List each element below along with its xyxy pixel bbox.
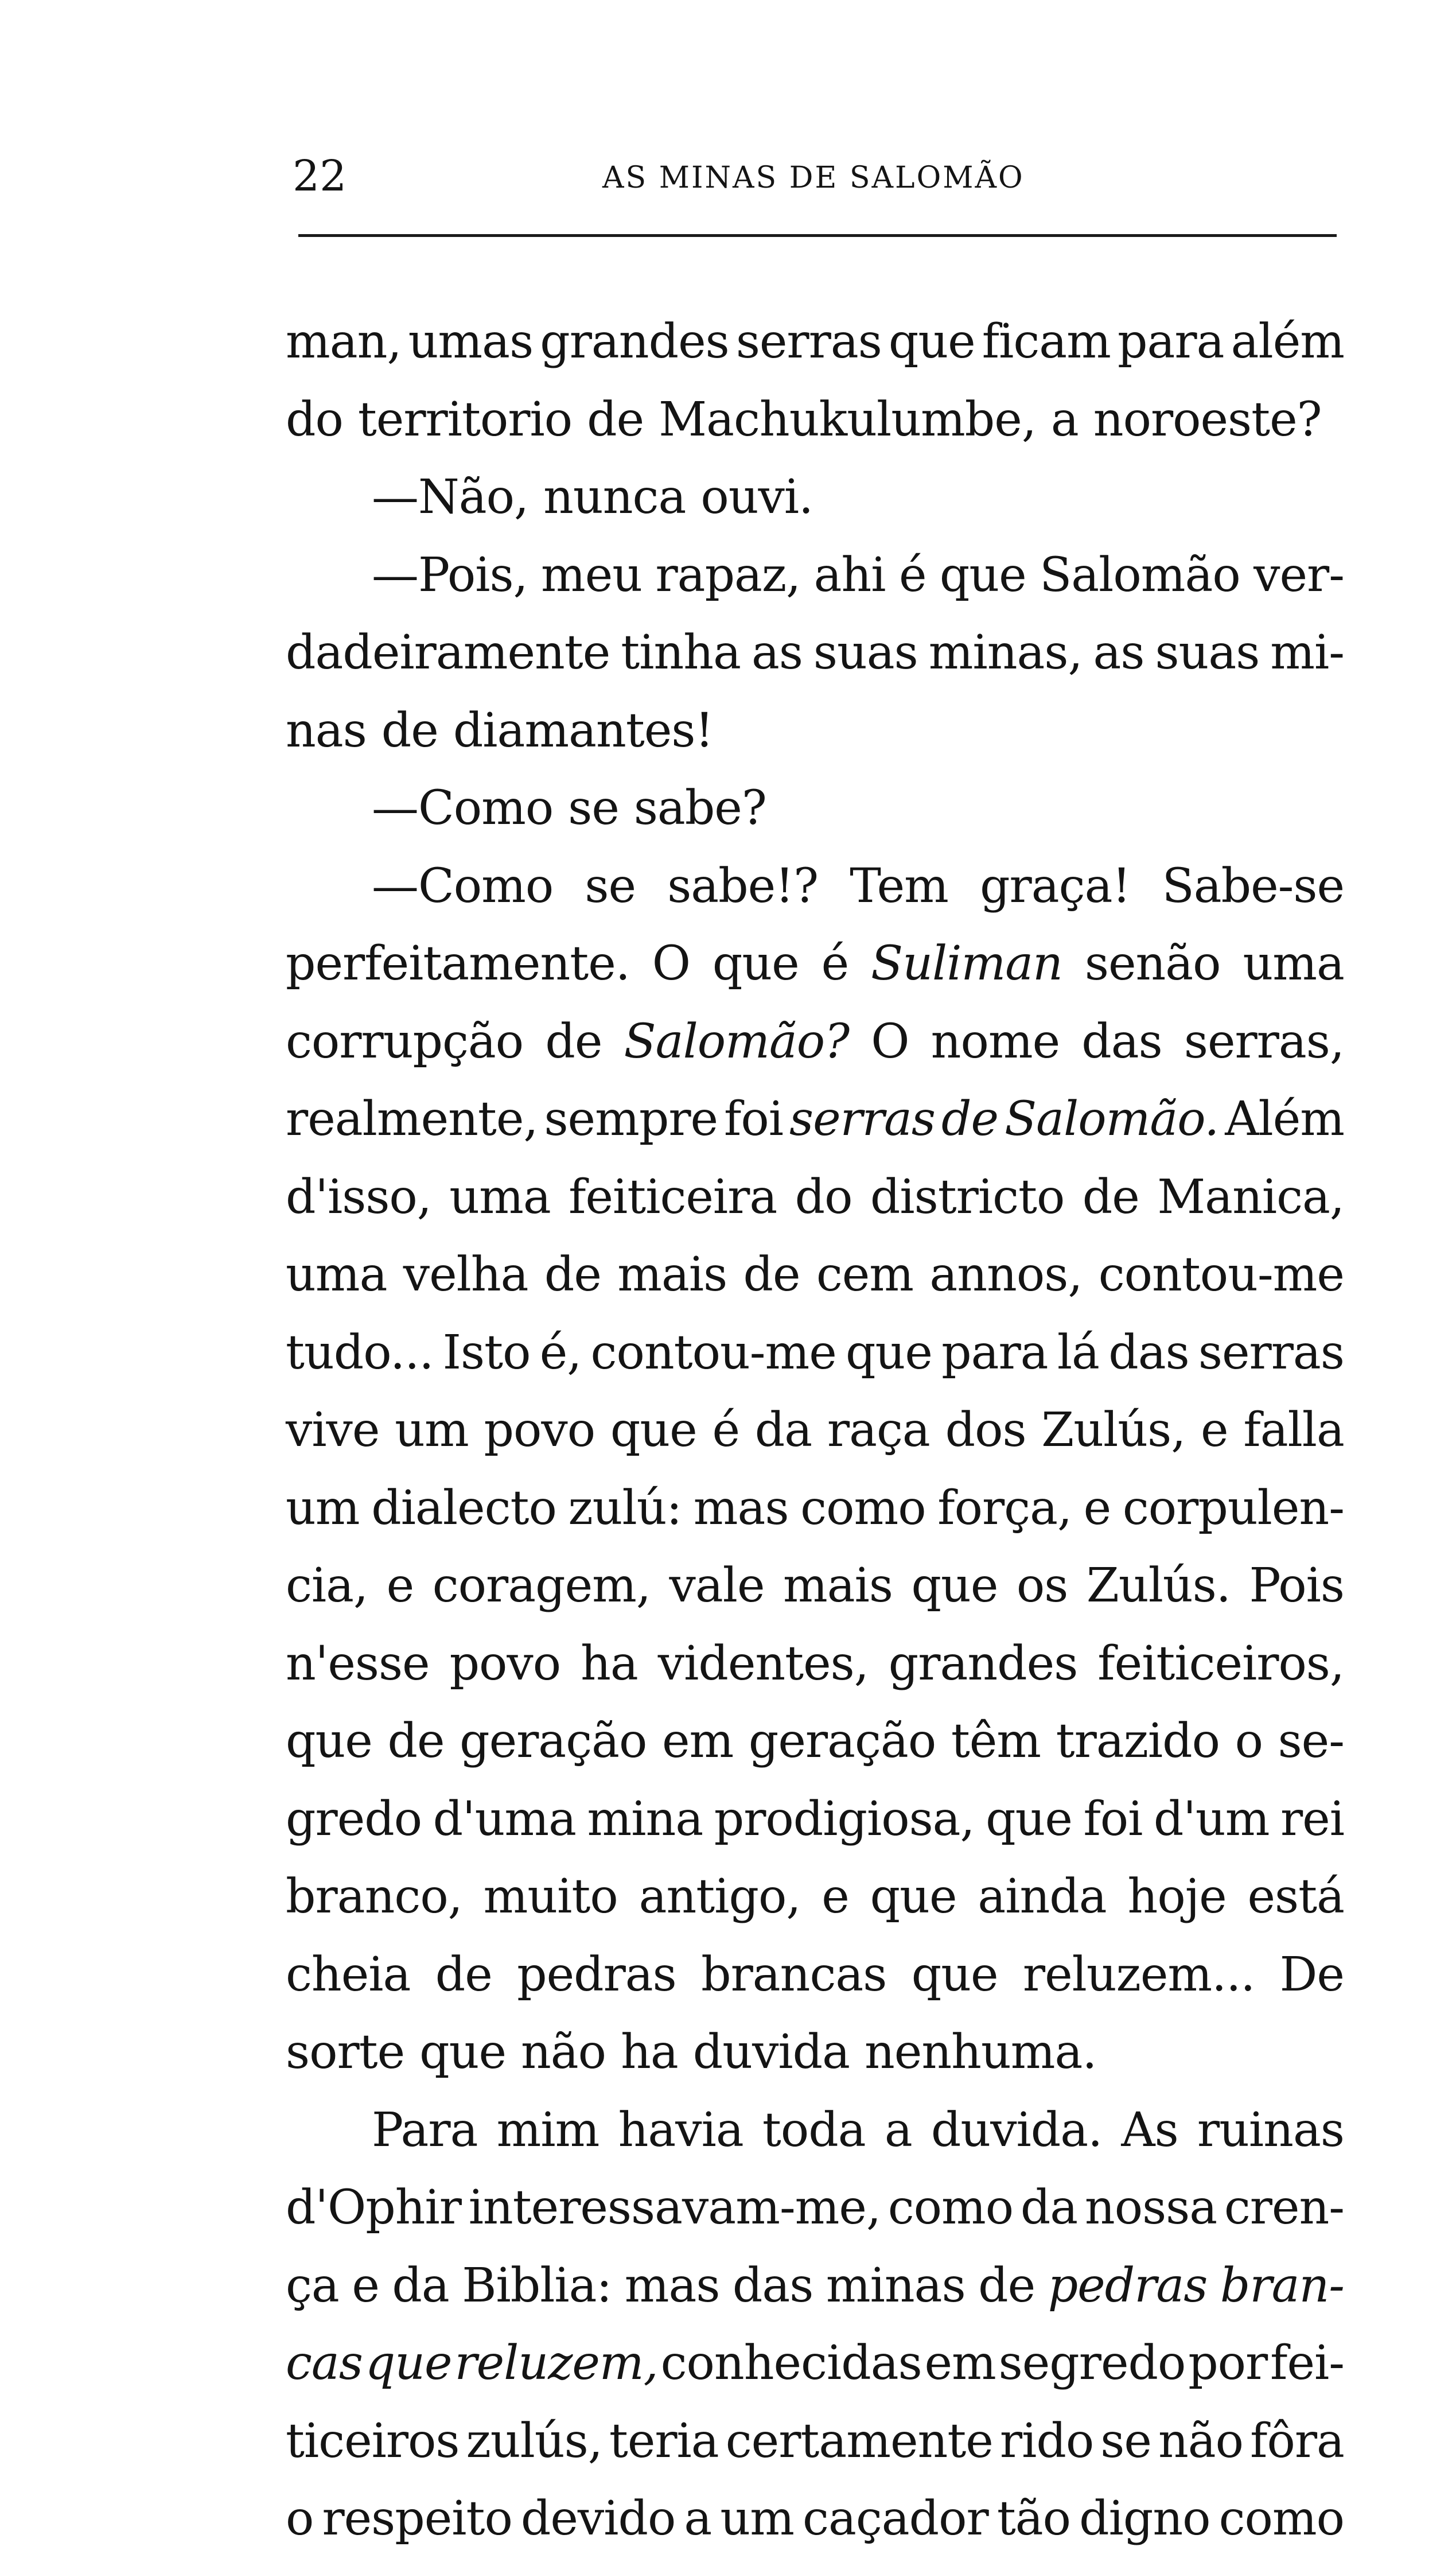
text-line	[286, 1159, 1344, 1237]
word: vale	[669, 1558, 765, 1613]
word: uma	[1243, 936, 1344, 991]
word: para	[1118, 314, 1224, 369]
word: o	[1235, 1714, 1263, 1768]
word: tão	[996, 2491, 1071, 2546]
word: fôra	[1250, 2413, 1344, 2468]
word: cem	[816, 1247, 914, 1302]
word: que	[911, 1558, 998, 1613]
word: que	[939, 547, 1026, 602]
word: de	[978, 2258, 1035, 2313]
word: ça	[286, 2258, 339, 2313]
word: serras,	[1184, 1014, 1344, 1069]
word: tinha	[621, 625, 741, 680]
word: Além	[1225, 1092, 1344, 1146]
word: serras	[735, 314, 882, 369]
word: branco,	[286, 1869, 462, 1924]
word: toda	[762, 2102, 866, 2157]
text-line	[286, 381, 1344, 459]
word: annos,	[929, 1247, 1083, 1302]
word: dialecto	[371, 1480, 556, 1535]
word: sabe?	[633, 781, 766, 835]
word: e	[386, 1558, 414, 1613]
word: dadeiramente	[286, 625, 610, 680]
word: d'uma	[433, 1791, 577, 1846]
word: Zulús,	[1041, 1403, 1186, 1457]
word: das	[1081, 1014, 1162, 1069]
word: a	[684, 2491, 712, 2546]
word: força,	[937, 1480, 1072, 1535]
word: um	[720, 2491, 794, 2546]
word: caçador	[803, 2491, 988, 2546]
running-title: AS MINAS DE SALOMÃO	[602, 161, 1025, 195]
word: das	[1108, 1325, 1189, 1380]
word: falla	[1243, 1403, 1344, 1457]
word: umas	[408, 314, 534, 369]
word: d'isso,	[286, 1169, 431, 1224]
text-line	[286, 692, 1344, 770]
word: um	[395, 1403, 469, 1457]
word: segredo	[998, 2336, 1186, 2390]
word: e	[1201, 1403, 1228, 1457]
word: trazido	[1056, 1714, 1220, 1768]
word: senão	[1084, 936, 1221, 991]
word: graça!	[980, 858, 1131, 913]
word: fei-	[1270, 2336, 1344, 2390]
word: respeito	[322, 2491, 512, 2546]
word: de	[387, 1714, 445, 1768]
word: Salomão?	[624, 1014, 850, 1069]
word: mais	[783, 1558, 893, 1613]
word: os	[1016, 1558, 1068, 1613]
word: minas,	[928, 625, 1083, 680]
word: de	[545, 1014, 602, 1069]
word: nenhuma.	[865, 2025, 1097, 2079]
word: —Como	[372, 781, 554, 835]
word: teria	[609, 2413, 719, 2468]
word: de	[743, 1247, 800, 1302]
word: mas	[624, 2258, 720, 2313]
word: pedras	[1048, 2258, 1208, 2313]
word: que	[888, 314, 975, 369]
word: além	[1231, 314, 1344, 369]
word: uma	[286, 1247, 387, 1302]
word: Para	[372, 2102, 478, 2157]
word: feiticeira	[569, 1169, 777, 1224]
word: povo	[484, 1403, 595, 1457]
word: contou-me	[590, 1325, 836, 1380]
text-line	[286, 2013, 1344, 2092]
page-number: 22	[293, 151, 347, 201]
text-line	[286, 458, 1344, 537]
word: que	[870, 1869, 957, 1924]
word: Tem	[850, 858, 948, 913]
word: do	[795, 1169, 852, 1224]
word: mi-	[1270, 625, 1344, 680]
word: se	[1100, 2413, 1151, 2468]
word: sorte	[286, 2025, 405, 2079]
word: é,	[539, 1325, 582, 1380]
word: de	[381, 703, 438, 758]
text-line	[286, 1470, 1344, 1548]
word: que	[911, 1947, 998, 2002]
text-line	[286, 303, 1344, 381]
word: é	[712, 1403, 739, 1457]
word: de	[1082, 1169, 1139, 1224]
running-head	[293, 150, 1354, 202]
word: Pois	[1249, 1558, 1344, 1613]
word: rei	[1280, 1791, 1344, 1846]
text-line	[286, 2480, 1344, 2558]
word: perfeitamente.	[286, 936, 630, 991]
text-line	[286, 2324, 1344, 2403]
text-line	[286, 1702, 1344, 1781]
text-line	[286, 537, 1344, 615]
word: Suliman	[871, 936, 1062, 991]
word: o	[286, 2491, 314, 2546]
word: mas	[693, 1480, 789, 1535]
word: geração	[460, 1714, 647, 1768]
word: bran-	[1220, 2258, 1344, 2313]
word: d'Ophir	[286, 2180, 461, 2235]
word: que	[986, 1791, 1072, 1846]
word: como	[887, 2180, 1014, 2235]
word: das	[732, 2258, 813, 2313]
word: a	[884, 2102, 912, 2157]
word: Salomão.	[1004, 1092, 1219, 1146]
word: zulú:	[568, 1480, 682, 1535]
word: ver-	[1253, 547, 1344, 602]
word: cia,	[286, 1558, 368, 1613]
word: vive	[286, 1403, 380, 1457]
word: ainda	[978, 1869, 1107, 1924]
word: ruinas	[1197, 2102, 1344, 2157]
word: lá	[1057, 1325, 1099, 1380]
word: está	[1247, 1869, 1344, 1924]
word: feiticeiros,	[1097, 1636, 1344, 1691]
text-line	[286, 1781, 1344, 1859]
text-line	[286, 1547, 1344, 1625]
word: antigo,	[639, 1869, 801, 1924]
word: Isto	[442, 1325, 531, 1380]
word: ahi	[813, 547, 886, 602]
word: mina	[587, 1791, 703, 1846]
word: videntes,	[657, 1636, 869, 1691]
word: é	[821, 936, 849, 991]
word: brancas	[701, 1947, 887, 2002]
word: O	[652, 936, 690, 991]
word: de	[941, 1092, 998, 1146]
word: rapaz,	[655, 547, 801, 602]
word: e	[352, 2258, 379, 2313]
word: que	[846, 1325, 932, 1380]
word: noroeste?	[1093, 392, 1322, 447]
word: se	[585, 858, 636, 913]
word: que	[610, 1403, 697, 1457]
word: meu	[540, 547, 643, 602]
word: que	[712, 936, 799, 991]
word: gredo	[286, 1791, 422, 1846]
word: suas	[1155, 625, 1260, 680]
word: as	[1093, 625, 1144, 680]
word: digno	[1079, 2491, 1210, 2546]
word: territorio	[357, 392, 573, 447]
word: Biblia:	[462, 2258, 612, 2313]
word: da	[754, 1403, 812, 1457]
word: corpulen-	[1122, 1480, 1344, 1535]
word: havia	[618, 2102, 743, 2157]
word: e	[1083, 1480, 1111, 1535]
word: conhecidas	[660, 2336, 922, 2390]
word: d'um	[1153, 1791, 1270, 1846]
word: man,	[286, 314, 402, 369]
word: certamente	[725, 2413, 993, 2468]
text-line	[286, 1391, 1344, 1470]
word: não	[1158, 2413, 1244, 2468]
word: zulús,	[466, 2413, 602, 2468]
word: —Como	[372, 858, 554, 913]
text-line	[286, 1936, 1344, 2014]
word: muito	[483, 1869, 618, 1924]
word: O	[871, 1014, 909, 1069]
word: se	[568, 781, 619, 835]
text-line	[286, 2247, 1344, 2325]
word: interessavam-me,	[468, 2180, 881, 2235]
word: têm	[951, 1714, 1041, 1768]
word: nome	[931, 1014, 1060, 1069]
word: que	[365, 2336, 452, 2390]
text-line	[286, 2092, 1344, 2170]
word: que	[286, 1714, 372, 1768]
word: serras	[1198, 1325, 1344, 1380]
word: de	[587, 392, 644, 447]
word: diamantes!	[453, 703, 714, 758]
word: é	[898, 547, 926, 602]
word: tudo...	[286, 1325, 434, 1380]
word: minas	[826, 2258, 966, 2313]
word: sabe!?	[667, 858, 819, 913]
word: mais	[617, 1247, 727, 1302]
word: raça	[827, 1403, 930, 1457]
word: Machukulumbe,	[659, 392, 1036, 447]
word: foi	[724, 1092, 783, 1146]
word: um	[286, 1480, 360, 1535]
word: como	[800, 1480, 926, 1535]
text-line	[286, 2403, 1344, 2481]
word: suas	[813, 625, 918, 680]
word: contou-me	[1098, 1247, 1344, 1302]
word: n'esse	[286, 1636, 430, 1691]
word: grandes	[540, 314, 729, 369]
word: realmente,	[286, 1092, 538, 1146]
word: de	[435, 1947, 492, 2002]
word: em	[662, 1714, 734, 1768]
word: do	[286, 392, 343, 447]
text-line	[286, 1625, 1344, 1703]
header-rule	[298, 234, 1337, 237]
word: não	[520, 2025, 606, 2079]
word: ficam	[982, 314, 1111, 369]
word: cheia	[286, 1947, 411, 2002]
word: duvida.	[931, 2102, 1103, 2157]
word: povo	[449, 1636, 561, 1691]
word: prodigiosa,	[714, 1791, 975, 1846]
word: Salomão	[1040, 547, 1240, 602]
word: em	[924, 2336, 996, 2390]
word: ouvi.	[700, 470, 813, 524]
word: ticeiros	[286, 2413, 460, 2468]
word: nas	[286, 703, 367, 758]
word: ha	[621, 2025, 678, 2079]
word: ha	[581, 1636, 638, 1691]
word: velha	[403, 1247, 528, 1302]
word: se-	[1278, 1714, 1344, 1768]
word: nunca	[543, 470, 686, 524]
word: devido	[520, 2491, 676, 2546]
text-line	[286, 614, 1344, 692]
word: por	[1188, 2336, 1268, 2390]
word: —Pois,	[372, 547, 528, 602]
text-line	[286, 1236, 1344, 1314]
word: mim	[496, 2102, 599, 2157]
word: para	[941, 1325, 1048, 1380]
word: nossa	[1084, 2180, 1217, 2235]
word: pedras	[517, 1947, 676, 2002]
word: cren-	[1224, 2180, 1344, 2235]
word: coragem,	[432, 1558, 651, 1613]
word: e	[822, 1869, 849, 1924]
word: de	[544, 1247, 601, 1302]
word: geração	[748, 1714, 936, 1768]
word: reluzem,	[454, 2336, 658, 2390]
body-text	[286, 303, 1344, 2558]
word: que	[419, 2025, 506, 2079]
text-line	[286, 1080, 1344, 1159]
text-line	[286, 2169, 1344, 2247]
word: como	[1218, 2491, 1344, 2546]
word: As	[1121, 2102, 1178, 2157]
text-line	[286, 769, 1344, 848]
word: duvida	[692, 2025, 850, 2079]
word: grandes	[888, 1636, 1078, 1691]
text-line	[286, 848, 1344, 926]
word: Zulús.	[1086, 1558, 1231, 1613]
word: corrupção	[286, 1014, 524, 1069]
word: districto	[870, 1169, 1065, 1224]
word: as	[751, 625, 803, 680]
text-line	[286, 1314, 1344, 1392]
text-line	[286, 1858, 1344, 1936]
word: da	[1020, 2180, 1078, 2235]
word: cas	[286, 2336, 363, 2390]
word: reluzem...	[1022, 1947, 1255, 2002]
word: a	[1050, 392, 1079, 447]
word: dos	[945, 1403, 1026, 1457]
word: foi	[1083, 1791, 1143, 1846]
text-line	[286, 925, 1344, 1003]
word: hoje	[1127, 1869, 1227, 1924]
word: Sabe-se	[1162, 858, 1344, 913]
word: Manica,	[1157, 1169, 1344, 1224]
text-line	[286, 1003, 1344, 1081]
word: —Não,	[372, 470, 529, 524]
word: sempre	[544, 1092, 718, 1146]
word: da	[392, 2258, 449, 2313]
word: serras	[789, 1092, 935, 1146]
word: uma	[449, 1169, 551, 1224]
word: rido	[999, 2413, 1094, 2468]
word: De	[1279, 1947, 1344, 2002]
